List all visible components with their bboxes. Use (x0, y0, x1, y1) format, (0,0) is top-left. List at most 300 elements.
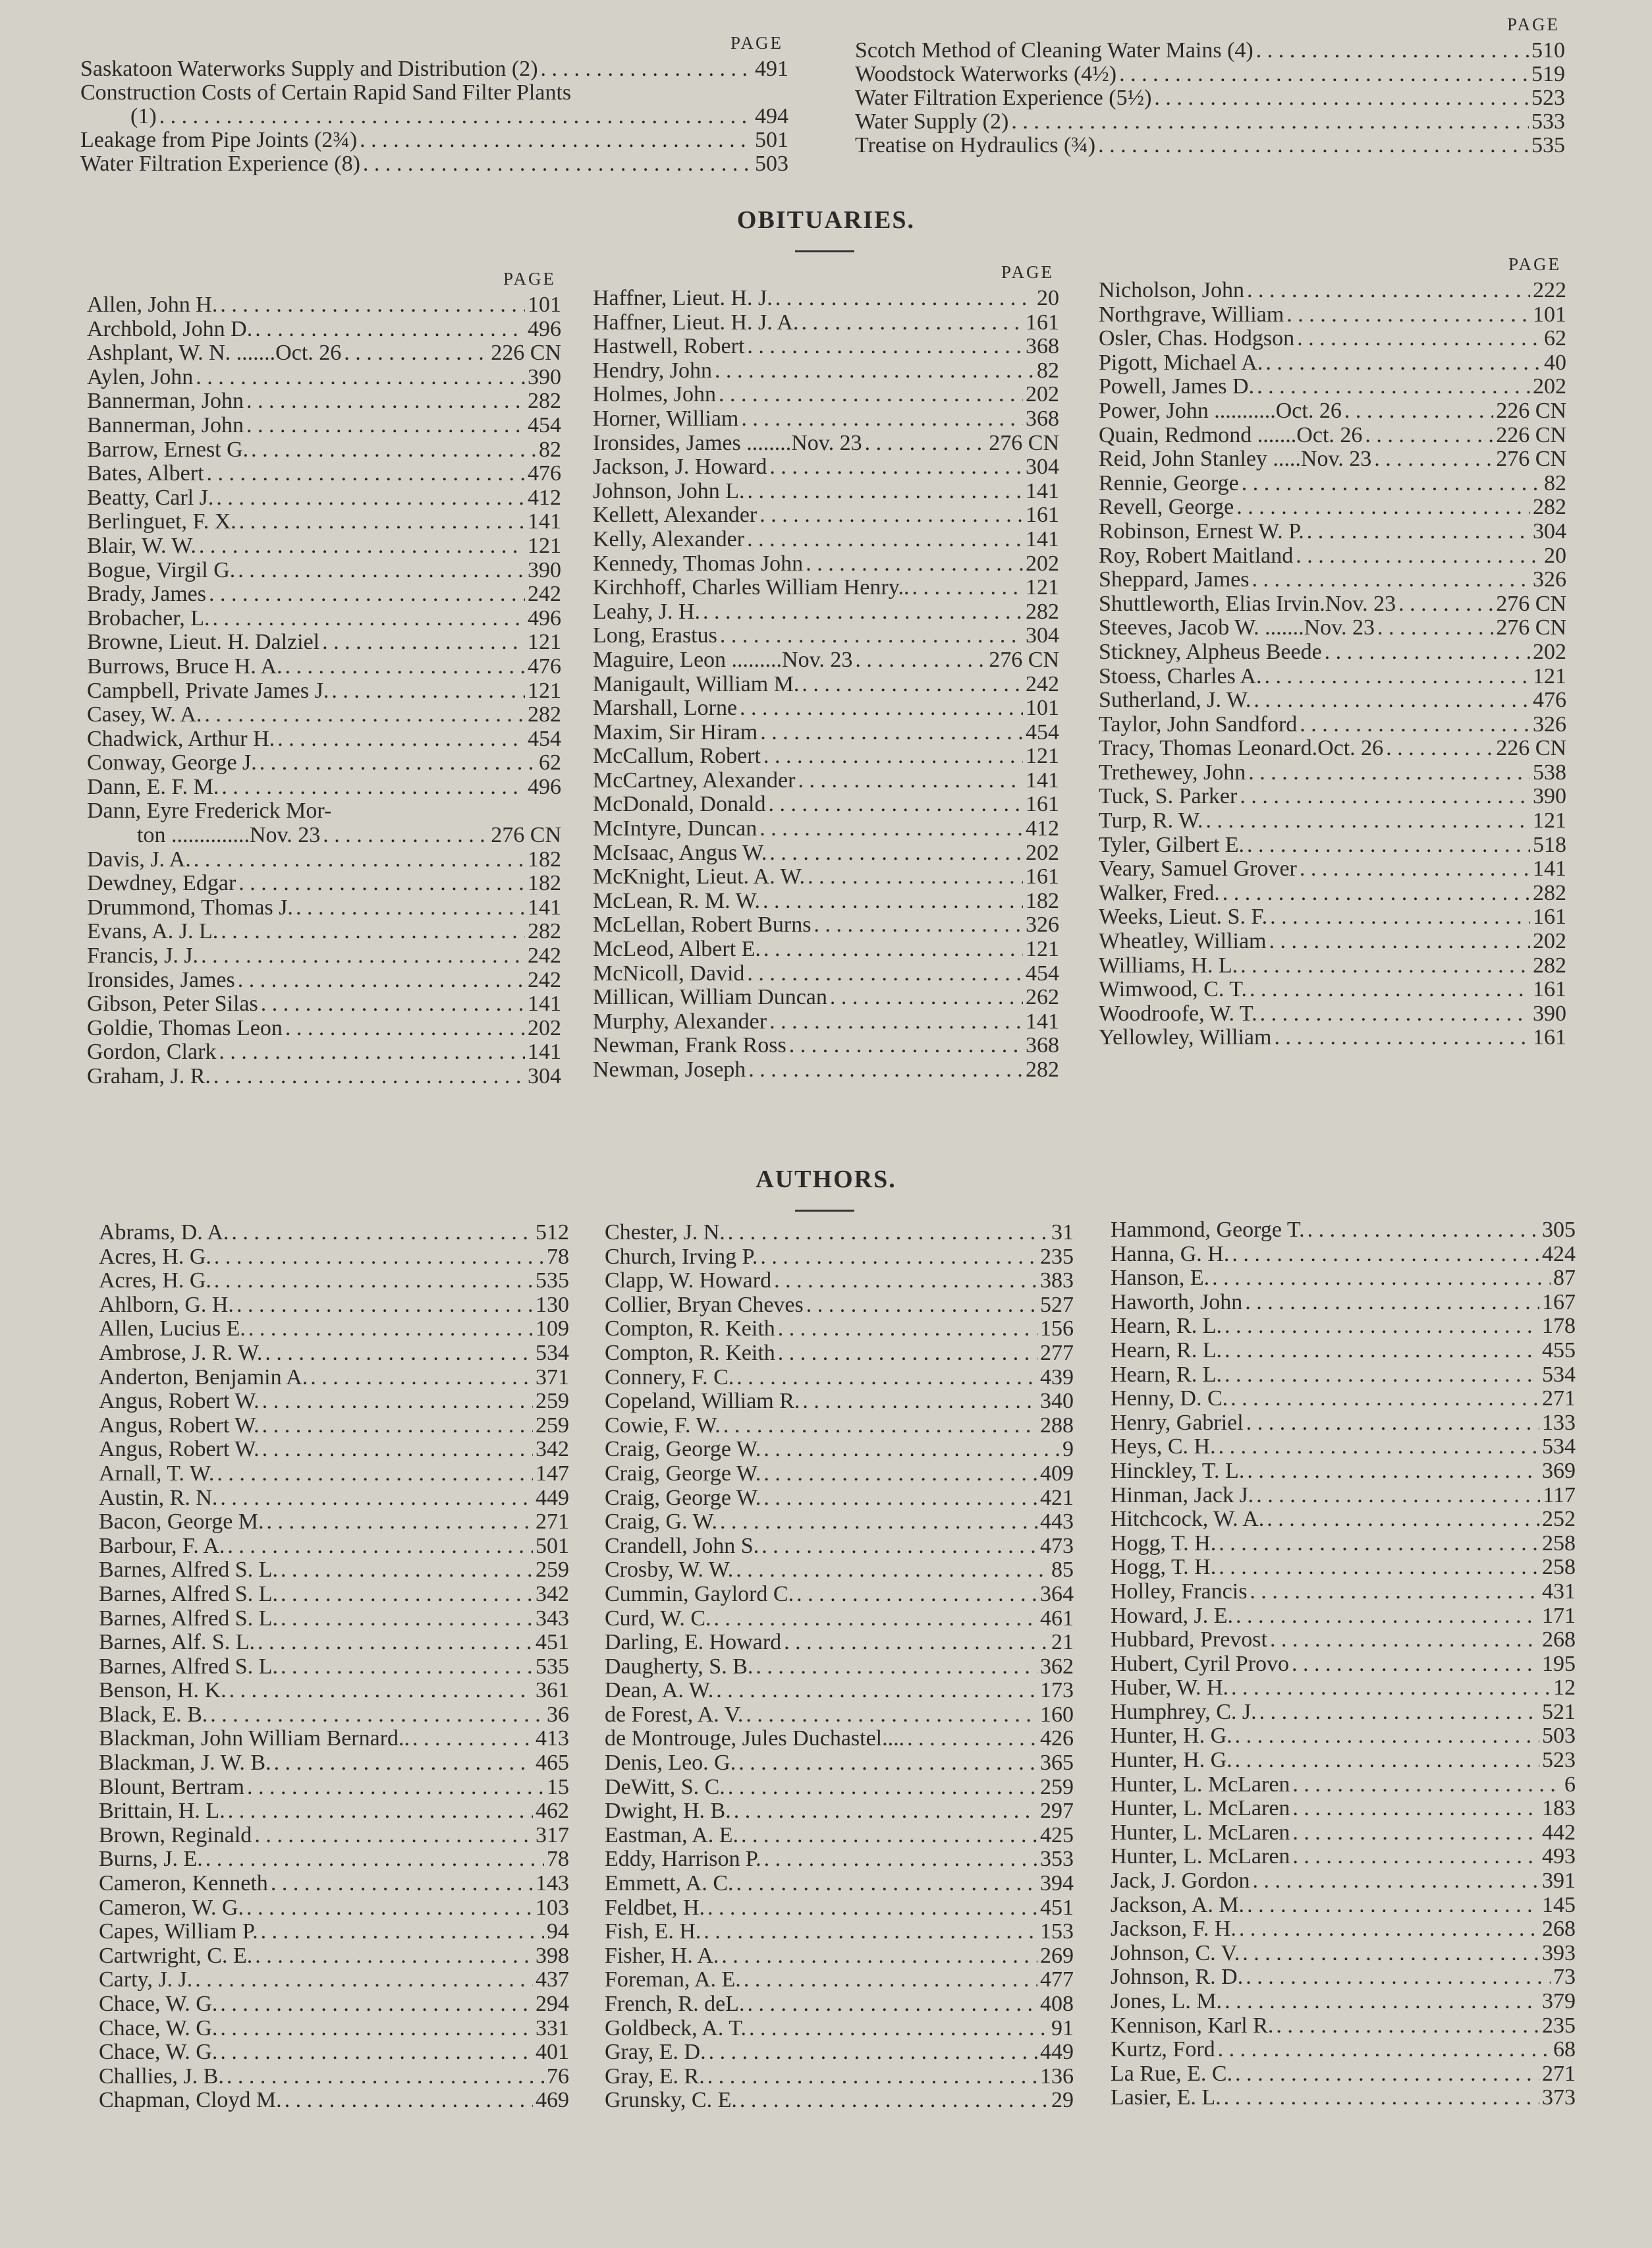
index-entry (87, 341, 561, 365)
entry-name: Allen, John H. (87, 293, 218, 317)
leader-dots (1154, 86, 1529, 111)
leader-dots (285, 654, 525, 679)
leader-dots (207, 461, 525, 486)
entry-name: Scotch Method of Cleaning Water Mains (4) (855, 38, 1253, 63)
index-entry (605, 1967, 1074, 1992)
leader-dots (1292, 1820, 1539, 1845)
index-entry (99, 1461, 569, 1486)
entry-name: Church, Irving P. (605, 1244, 758, 1269)
entry-page: 305 (1542, 1218, 1576, 1242)
leader-dots (271, 1871, 533, 1896)
leader-dots (1236, 495, 1530, 520)
entry-name: Millican, William Duncan (593, 985, 827, 1010)
entry-name: Dann, Eyre Frederick Mor- (87, 799, 332, 824)
entry-name: Beatty, Carl J. (87, 485, 214, 510)
entry-name: Henry, Gabriel (1111, 1410, 1244, 1435)
entry-page: 496 (528, 774, 561, 799)
entry-name: Evans, A. J. L. (87, 919, 219, 944)
entry-page: 258 (1542, 1555, 1576, 1580)
entry-name: Stoess, Charles A. (1099, 663, 1262, 688)
entry-name: Gray, E. R. (605, 2064, 705, 2089)
entry-name: Cameron, W. G. (99, 1895, 244, 1920)
entry-page: 82 (1037, 358, 1059, 383)
entry-page: 262 (1026, 985, 1059, 1010)
index-entry (87, 943, 561, 968)
entry-name: Anderton, Benjamin A. (99, 1364, 308, 1390)
index-entry (99, 2064, 569, 2089)
entry-page: 117 (1543, 1482, 1576, 1507)
index-entry (99, 1751, 569, 1775)
leader-dots (764, 1847, 1037, 1872)
entry-name: Humphrey, C. J. (1111, 1699, 1257, 1724)
entry-page: 412 (1026, 816, 1059, 841)
index-entry (593, 648, 1059, 672)
index-entry (593, 696, 1059, 720)
leader-dots (1219, 1434, 1539, 1459)
index-entry (1099, 929, 1566, 953)
leader-dots (1386, 736, 1493, 761)
index-entry (1111, 1844, 1576, 1869)
entry-name: Hubbard, Prevost (1111, 1627, 1267, 1652)
entry-name: Sheppard, James (1099, 567, 1250, 592)
entry-page: 235 (1542, 2013, 1576, 2038)
entry-page: 353 (1040, 1847, 1074, 1872)
entry-page: 62 (1544, 326, 1566, 351)
entry-name: Copeland, William R. (605, 1389, 800, 1414)
index-entry (1111, 1218, 1576, 1242)
index-entry (99, 1871, 569, 1896)
entry-page: 455 (1542, 1337, 1576, 1363)
index-entry (1111, 1917, 1576, 1941)
entry-name: Manigault, William M. (593, 671, 800, 696)
entry-name: Cummin, Gaylord C. (605, 1581, 794, 1606)
leader-dots (759, 816, 1023, 841)
entry-name: Hogg, T. H. (1111, 1531, 1217, 1556)
leader-dots (217, 1461, 533, 1486)
leader-dots (281, 1558, 533, 1583)
entry-name: Dann, E. F. M. (87, 774, 219, 799)
entry-page: 442 (1542, 1820, 1576, 1845)
entry-page: 36 (547, 1702, 569, 1727)
entry-page: 512 (536, 1220, 569, 1245)
index-entry (1099, 471, 1566, 495)
entry-name: Water Filtration Experience (5½) (855, 86, 1152, 110)
index-entry (87, 509, 561, 534)
entry-page: 465 (536, 1751, 569, 1776)
entry-page: 326 (1533, 567, 1566, 592)
leader-dots (715, 358, 1034, 383)
index-entry (605, 1316, 1074, 1341)
entry-page: 462 (536, 1799, 569, 1824)
leader-dots (830, 985, 1023, 1010)
entry-name: Carty, J. J. (99, 1967, 193, 1992)
leader-dots (196, 365, 525, 390)
entry-page: 147 (536, 1461, 569, 1486)
index-entry (605, 2016, 1074, 2040)
entry-page: 368 (1026, 334, 1059, 359)
entry-name: Williams, H. L. (1099, 953, 1238, 978)
entry-name: Horner, William (593, 406, 739, 431)
leader-dots (749, 2016, 1049, 2041)
entry-page: 9 (1062, 1437, 1074, 1462)
index-entry (605, 1437, 1074, 1461)
entry-name: Heys, C. H. (1111, 1434, 1216, 1459)
entry-page: 461 (1040, 1606, 1074, 1631)
entry-page: 76 (547, 2064, 569, 2089)
leader-dots (1242, 471, 1541, 496)
entry-name: (1) (130, 104, 157, 128)
entry-page: 469 (536, 2088, 569, 2113)
index-entry (605, 1823, 1074, 1847)
entry-page: 373 (1542, 2085, 1576, 2110)
entry-page: 21 (1051, 1630, 1074, 1655)
index-entry (593, 575, 1059, 600)
leader-dots (281, 1582, 533, 1607)
entry-name: Ambrose, J. R. W. (99, 1340, 263, 1365)
entry-name: Barnes, Alfred S. L. (99, 1606, 278, 1631)
entry-name: Hunter, L. McLaren (1111, 1772, 1290, 1797)
entry-page: 73 (1553, 1965, 1576, 1990)
entry-page: 161 (1533, 1025, 1566, 1050)
leader-dots (204, 702, 525, 727)
entry-page: 109 (536, 1316, 569, 1341)
entry-name: Bates, Albert (87, 461, 204, 486)
entry-name: Capes, William P. (99, 1919, 258, 1944)
leader-dots (213, 1064, 525, 1089)
leader-dots (322, 630, 525, 655)
index-entry (593, 1057, 1059, 1082)
leader-dots (296, 895, 525, 920)
leader-dots (227, 1534, 533, 1559)
entry-page: 449 (1040, 2040, 1074, 2065)
index-entry (593, 937, 1059, 961)
entry-page: 364 (1040, 1581, 1074, 1606)
leader-dots (267, 1509, 533, 1534)
leader-dots (1374, 447, 1493, 472)
index-entry (1111, 1700, 1576, 1724)
entry-page: 202 (1533, 374, 1566, 399)
entry-page: 503 (755, 152, 788, 176)
index-entry (87, 750, 561, 775)
index-entry (1099, 736, 1566, 760)
leader-dots (220, 1486, 533, 1511)
entry-name: Johnson, C. V. (1111, 1940, 1240, 1965)
entry-name: Gibson, Peter Silas (87, 992, 258, 1017)
index-entry (1111, 1290, 1576, 1314)
index-entry (99, 1341, 569, 1365)
entry-name: Angus, Robert W. (99, 1389, 260, 1414)
entry-name: Yellowley, William (1099, 1025, 1272, 1050)
entry-name: Blackman, John William Bernard.. (99, 1726, 410, 1751)
leader-dots (265, 1341, 533, 1366)
entry-name: Blount, Bertram (99, 1774, 244, 1799)
index-entry (593, 985, 1059, 1009)
index-entry (593, 623, 1059, 648)
index-entry (593, 503, 1059, 527)
index-entry (593, 310, 1059, 335)
entry-name: Angus, Robert W. (99, 1413, 260, 1438)
entry-page: 368 (1026, 406, 1059, 431)
entry-page: 393 (1542, 1940, 1576, 1965)
leader-dots (1260, 1001, 1530, 1026)
entry-page: 235 (1040, 1244, 1074, 1269)
leader-dots (707, 1896, 1037, 1921)
entry-name: Ironsides, James (87, 967, 235, 992)
entry-name: Tuck, S. Parker (1099, 784, 1238, 809)
index-entry (605, 1461, 1074, 1486)
leader-dots (228, 1799, 533, 1824)
index-entry (605, 1293, 1074, 1317)
entry-page: 171 (1542, 1603, 1576, 1628)
leader-dots (1274, 1025, 1530, 1050)
entry-page: 202 (1026, 382, 1059, 407)
entry-name: Curd, W. C. (605, 1606, 711, 1631)
entry-page: 451 (1040, 1895, 1074, 1920)
index-entry (87, 895, 561, 920)
leader-dots (723, 1413, 1037, 1438)
entry-page: 161 (1533, 905, 1566, 930)
leader-dots (734, 1799, 1037, 1824)
entry-page: 276 CN (989, 647, 1059, 672)
entry-page: 390 (1533, 784, 1566, 809)
entry-name: Powell, James D. (1099, 374, 1255, 399)
leader-dots (1256, 38, 1529, 63)
index-entry (99, 1944, 569, 1968)
index-entry (87, 727, 561, 751)
entry-page: 282 (1026, 599, 1059, 624)
leader-dots (1239, 1917, 1539, 1942)
entry-page: 533 (1531, 109, 1565, 134)
entry-page: 491 (755, 57, 788, 81)
entry-page: 269 (1040, 1943, 1074, 1968)
index-entry (1111, 1434, 1576, 1459)
entry-page: 343 (536, 1606, 569, 1631)
entry-page: 493 (1542, 1844, 1576, 1869)
index-entry (1111, 1893, 1576, 1917)
entry-name: Hammond, George T. (1111, 1218, 1305, 1242)
index-entry (87, 365, 561, 389)
index-entry (1099, 712, 1566, 737)
entry-page: 510 (1531, 38, 1565, 63)
entry-page: 195 (1542, 1651, 1576, 1676)
entry-name: Pigott, Michael A. (1099, 350, 1263, 375)
leader-dots (1212, 1266, 1551, 1291)
entry-name: Abrams, D. A. (99, 1220, 229, 1245)
leader-dots (199, 534, 525, 559)
index-entry (99, 1726, 569, 1751)
entry-name: Gray, E. D. (605, 2040, 706, 2065)
index-entry (1099, 857, 1566, 881)
entry-page: 258 (1542, 1531, 1576, 1556)
entry-page: 182 (528, 847, 561, 872)
index-entry (593, 431, 1059, 455)
index-entry (1111, 1507, 1576, 1531)
entry-name: Dwight, H. B. (605, 1799, 731, 1824)
entry-page: 226 CN (1496, 398, 1566, 423)
entry-name: Wheatley, William (1099, 929, 1267, 954)
leader-dots (703, 600, 1023, 625)
leader-dots (220, 293, 525, 318)
leader-dots (285, 1016, 525, 1041)
leader-dots (238, 871, 525, 896)
leader-dots (798, 768, 1023, 793)
leader-dots (229, 1678, 533, 1703)
index-entry (605, 1582, 1074, 1606)
entry-name: Barnes, Alf. S. L. (99, 1630, 256, 1655)
obituaries-col-1 (87, 269, 561, 1088)
page-column-header: PAGE (1508, 254, 1561, 274)
index-entry (99, 1799, 569, 1823)
entry-name: Murphy, Alexander (593, 1009, 767, 1034)
leader-dots (716, 1678, 1037, 1703)
entry-name: Gordon, Clark (87, 1040, 217, 1065)
leader-dots (1300, 712, 1530, 737)
entry-page: 101 (1533, 302, 1566, 327)
entry-page: 519 (1531, 62, 1565, 86)
index-entry (1099, 688, 1566, 712)
leader-dots (344, 341, 488, 366)
leader-dots (412, 1726, 533, 1751)
entry-name: Browne, Lieut. H. Dalziel (87, 630, 320, 655)
leader-dots (789, 1033, 1023, 1058)
entry-name: Hunter, H. G. (1111, 1724, 1232, 1749)
entry-name: Fisher, H. A. (605, 1943, 719, 1968)
index-entry (1099, 495, 1566, 519)
index-entry (99, 1413, 569, 1438)
index-entry (99, 1365, 569, 1390)
entry-page: 161 (1533, 977, 1566, 1002)
entry-page: 342 (536, 1581, 569, 1606)
index-entry (1099, 326, 1566, 351)
authors-rule (795, 1210, 854, 1212)
index-entry (1111, 1869, 1576, 1893)
entry-page: 252 (1542, 1507, 1576, 1532)
entry-page: 29 (1051, 2088, 1074, 2113)
entry-name: Brittain, H. L. (99, 1799, 225, 1824)
entry-name: Drummond, Thomas J. (87, 895, 293, 920)
index-entry (99, 1775, 569, 1799)
leader-dots (1247, 1459, 1539, 1484)
entry-name: Marshall, Lorne (593, 696, 738, 721)
entry-page: 496 (528, 316, 561, 341)
entry-name: Woodstock Waterworks (4½) (855, 62, 1117, 86)
entry-name: Daugherty, S. B. (605, 1654, 754, 1679)
leader-dots (1398, 592, 1493, 617)
index-entry (87, 389, 561, 413)
leader-dots (262, 1389, 533, 1414)
obituaries-col-3 (1099, 254, 1566, 1050)
index-entry (593, 864, 1059, 889)
index-entry (605, 1871, 1074, 1896)
entry-name: Cartwright, C. E. (99, 1943, 253, 1968)
page-column-header: PAGE (1506, 14, 1560, 34)
entry-page: 282 (528, 389, 561, 414)
entry-page: 101 (1026, 696, 1059, 721)
entry-page: 535 (536, 1654, 569, 1679)
entry-page: 476 (528, 461, 561, 486)
leader-dots (201, 943, 525, 969)
leader-dots (747, 961, 1023, 986)
leader-dots (769, 841, 1023, 866)
index-entry (1111, 1820, 1576, 1845)
entry-name: Chapman, Cloyd M. (99, 2088, 282, 2113)
entry-name: Denis, Leo. G. (605, 1751, 736, 1776)
entry-name: Hunter, L. McLaren (1111, 1820, 1290, 1845)
leader-dots (262, 1437, 533, 1462)
index-entry (99, 1919, 569, 1944)
entry-name: Jackson, J. Howard (593, 455, 767, 480)
index-entry (1099, 760, 1566, 785)
entry-name: Blair, W. W. (87, 533, 196, 558)
index-entry (593, 600, 1059, 624)
index-entry (593, 1033, 1059, 1057)
leader-dots (740, 696, 1023, 721)
entry-name: Foreman, A. E. (605, 1967, 741, 1992)
index-entry (99, 2088, 569, 2112)
leader-dots (855, 648, 986, 673)
leader-dots (778, 1341, 1037, 1366)
index-entry (87, 293, 561, 317)
leader-dots (801, 310, 1023, 335)
entry-page: 527 (1040, 1292, 1074, 1317)
index-entry (99, 1992, 569, 2016)
index-entry (87, 823, 561, 847)
index-entry (87, 799, 561, 823)
leader-dots (720, 623, 1023, 648)
leader-dots (1235, 1724, 1539, 1749)
entry-name: Blackman, J. W. B. (99, 1751, 271, 1776)
page-column-header: PAGE (503, 269, 556, 289)
entry-page: 143 (536, 1871, 569, 1896)
entry-name: Hanna, G. H. (1111, 1241, 1230, 1266)
leader-dots (912, 575, 1024, 600)
entry-name: Rennie, George (1099, 470, 1239, 495)
entry-page: 202 (1533, 929, 1566, 954)
leader-dots (1276, 2013, 1539, 2038)
entry-name: Eddy, Harrison P. (605, 1847, 761, 1872)
entry-name: Campbell, Private James J. (87, 678, 329, 703)
leader-dots (1232, 1242, 1539, 1267)
entry-name: Craig, George W. (605, 1485, 761, 1510)
leader-dots (769, 792, 1023, 817)
leader-dots (784, 1630, 1049, 1655)
entry-name: Barrow, Ernest G. (87, 437, 249, 462)
leader-dots (1252, 567, 1530, 592)
index-entry (605, 1558, 1074, 1582)
leader-dots (1300, 857, 1530, 882)
entry-page: 121 (528, 533, 561, 558)
entry-page: 242 (528, 943, 561, 969)
entry-name: Veary, Samuel Grover (1099, 857, 1297, 882)
entry-page: 161 (1026, 310, 1059, 335)
entry-name: Acres, H. G. (99, 1244, 211, 1269)
index-entry (593, 479, 1059, 503)
entry-page: 271 (536, 1509, 569, 1534)
entry-name: Holmes, John (593, 382, 716, 407)
entry-name: Robinson, Ernest W. P. (1099, 519, 1304, 544)
index-entry (605, 1847, 1074, 1871)
leader-dots (741, 1823, 1037, 1848)
index-entry (99, 1654, 569, 1679)
leader-dots (709, 2040, 1037, 2065)
page-column-header: PAGE (1001, 262, 1054, 282)
entry-page: 202 (1026, 840, 1059, 865)
entry-page: 259 (1040, 1774, 1074, 1799)
leader-dots (221, 919, 525, 944)
leader-dots (213, 606, 525, 631)
entry-page: 362 (1040, 1654, 1074, 1679)
index-entry (1099, 302, 1566, 327)
